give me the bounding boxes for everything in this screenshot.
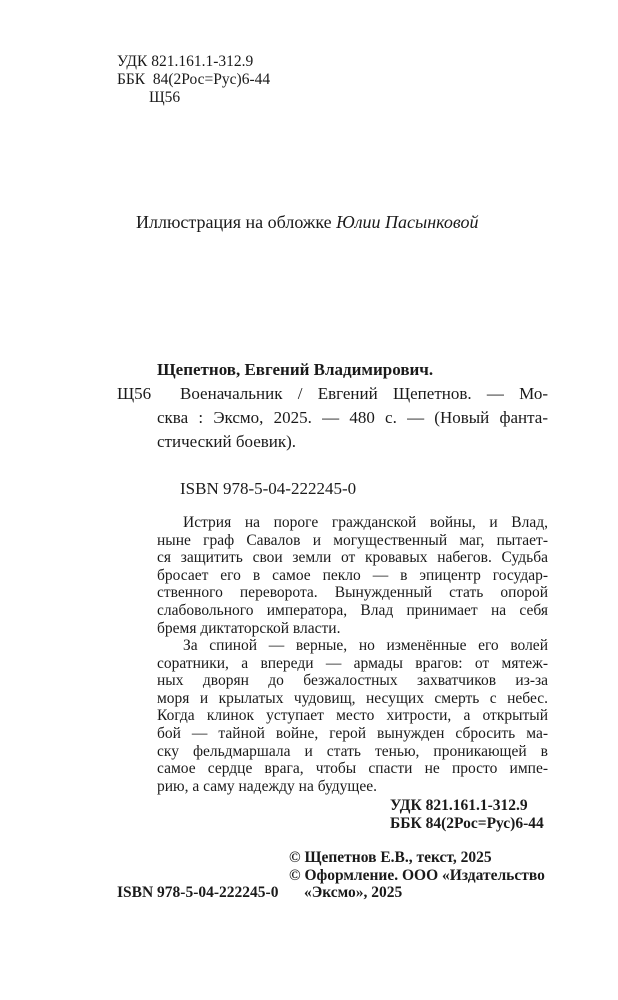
annotation-line: бой — тайной войне, герой вынужден сбросить ма- <box>157 725 548 742</box>
record-line: стический боевик). <box>157 432 297 451</box>
annotation-line: слабовольного императора, Влад принимает на себя <box>157 602 548 619</box>
annotation-line: Истрия на пороге гражданской войны, и Влад, <box>183 514 548 531</box>
bbk-code: ББК 84(2Рос=Рус)6-44 <box>117 71 271 88</box>
annotation-line: бремя диктаторской власти. <box>157 620 341 637</box>
annotation-line: ся защитить свои земли от кровавых набегов. Судьба <box>157 549 548 566</box>
annotation-line: ственного переворота. Вынужденный стать опорой <box>157 584 548 601</box>
record-author: Щепетнов, Евгений Владимирович. <box>157 360 434 379</box>
annotation-line: моря и крылатых чудовищ, несущих смерть с небес. <box>157 690 548 707</box>
footer-udk: УДК 821.161.1-312.9 <box>390 797 528 814</box>
author-mark: Щ56 <box>149 89 181 106</box>
annotation-line: рию, а саму надежду на будущее. <box>157 778 377 795</box>
copyright-design-cont: «Эксмо», 2025 <box>304 884 403 901</box>
annotation-line: ску фельдмаршала и стать тенью, проникающей в <box>157 743 548 760</box>
annotation-line: самое сердце врага, чтобы спасти не просто импе- <box>157 760 548 777</box>
annotation-line: ных дворян до безжалостных захватчиков из-за <box>157 672 548 689</box>
illustration-credit <box>136 211 478 233</box>
annotation-line: соратники, а впереди — армады врагов: от мятеж- <box>157 655 548 672</box>
copyright-text: © Щепетнов Е.В., текст, 2025 <box>289 849 492 866</box>
footer-isbn: ISBN 978-5-04-222245-0 <box>117 884 279 901</box>
footer-bbk: ББК 84(2Рос=Рус)6-44 <box>390 815 544 832</box>
record-author-mark: Щ56 <box>117 384 152 403</box>
illustration-artist: Юлии Пасынковой <box>336 212 479 232</box>
annotation-line: бросает его в самое пекло — в эпицентр государ- <box>157 567 548 584</box>
copyright-design: © Оформление. ООО «Издательство <box>289 867 545 884</box>
udk-code: УДК 821.161.1-312.9 <box>117 53 254 70</box>
record-line: Военачальник / Евгений Щепетнов. — Мо- <box>180 384 548 403</box>
annotation-line: За спиной — верные, но изменённые его волей <box>183 637 548 654</box>
annotation-line: Когда клинок уступает место хитрости, а открытый <box>157 707 548 724</box>
annotation-line: ныне граф Савалов и могущественный маг, пытает- <box>157 532 548 549</box>
illustration-prefix: Иллюстрация на обложке <box>136 212 337 232</box>
record-isbn: ISBN 978-5-04-222245-0 <box>180 479 357 498</box>
record-line: сква : Эксмо, 2025. — 480 с. — (Новый фанта- <box>157 408 548 427</box>
